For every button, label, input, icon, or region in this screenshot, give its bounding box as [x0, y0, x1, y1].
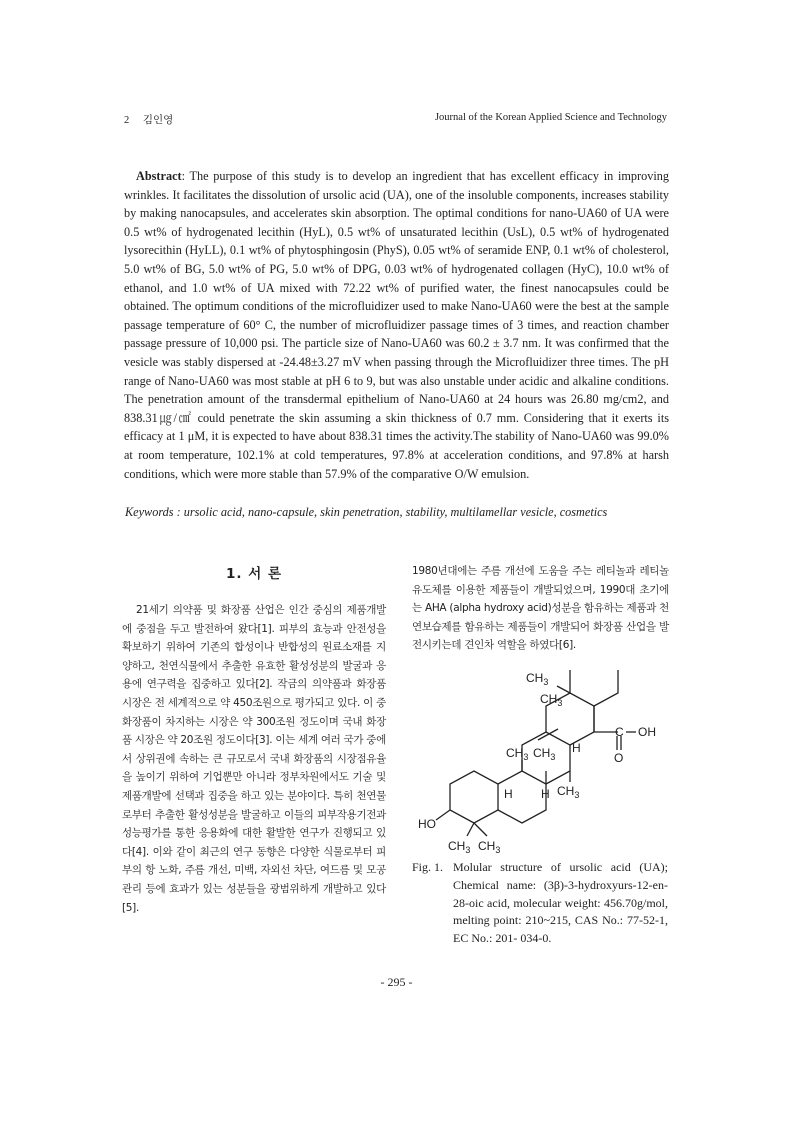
molecular-structure-diagram [412, 670, 669, 870]
cooh-hydroxyl-label: OH [638, 725, 656, 739]
cooh-oxygen-label: O [614, 751, 624, 765]
ch3-label-m2: $CH_3$ [533, 746, 556, 762]
page-number: - 295 - [380, 975, 413, 989]
ch3-label-bottom-right: $CH_3$ [478, 839, 501, 855]
figure-caption-text: Molular structure of ursolic acid (UA); Chemical name: (3β)-3-hydroxyurs-12-en-28-oic acid, molecular weight: 456.70g/mol, melting point: 210~215, CAS No.: 77-52-1, EC No.: 201- 034-0. [453, 860, 668, 946]
right-column [412, 562, 669, 655]
left-column [122, 562, 386, 917]
cooh-carbon-label: C [615, 725, 624, 739]
h-label-3: H [541, 787, 550, 801]
ch3-label-m1: $CH_3$ [506, 746, 529, 762]
running-header [124, 112, 667, 128]
keywords: Keywords : ursolic acid, nano-capsule, skin penetration, stability, multilamellar vesicle, cosmetics [125, 505, 608, 519]
figure-caption-label: Fig. 1. [412, 860, 444, 874]
ch3-label-upper: $CH_3$ [540, 692, 563, 708]
header-author: 김인영 [142, 115, 174, 126]
abstract [124, 167, 669, 483]
h-label-2: H [504, 787, 513, 801]
header-page-number: 2 [124, 115, 130, 126]
ch3-label-top: $CH_3$ [526, 671, 549, 687]
abstract-text: : The purpose of this study is to develop an ingredient that has excellent efficacy in improving wrinkles. It facilitates the dissolution of ursolic acid (UA), one of the insoluble components, increases stability by making nanocapsules, and accelerates skin absorption. The optimal conditions for nano-UA60 of UA were 0.5 wt% of hydrogenated lecithin (HyL), 0.5 wt% of unsaturated lecithin (UsL), 0.5 wt% of hydrogenated lysorecithin (HyLL), 0.1 wt% of phytosphingosin (PhyS), 0.05 wt% of seramide ENP, 0.1 wt% of cholesterol, 5.0 wt% of BG, 5.0 wt% of PG, 5.0 wt% of DPG, 0.03 wt% of hydrogenated collagen (HyC), 10.0 wt% of ethanol, and 1.0 wt% of UA mixed with 72.22 wt% of purified water, the finest nanocapsules could be obtained. The optimum conditions of the microfluidizer used to make Nano-UA60 were the best at the sample passage temperature of 60° C, the number of microfluidizer passage times of 3 times, and reaction chamber passage pressure of 10,000 psi. The particle size of Nano-UA60 was 60.2 ± 3.7 nm. It was confirmed that the vesicle was stably dispersed at -24.48±3.27 mV when passing through the Microfluidizer three times. The pH range of Nano-UA60 was most stable at pH 6 to 9, but was also unstable under acidic and alkaline conditions. The penetration amount of the transdermal epithelium of Nano-UA60 at 24 hours was 26.80 mg/cm2, and 838.31㎍/㎠ could penetrate the skin assuming a skin thickness of 0.7 mm. Considering that it exerts its efficacy at 1 μM, it is expected to have about 838.31 times the activity.The stability of Nano-UA60 was 99.0% at room temperature, 102.1% at cold temperatures, 97.8% at acceleration conditions, and 97.8% at harsh conditions, which were more stable than 57.9% of the comparative O/W emulsion. [124, 169, 669, 481]
ch3-label-m3: $CH_3$ [557, 784, 580, 800]
section-title: 1. 서 론 [225, 566, 282, 582]
abstract-label: Abstract [136, 169, 182, 183]
ursolic-acid-structure-figure [412, 670, 669, 870]
ho-label: HO [418, 817, 436, 831]
introduction-paragraph-1: 21세기 의약품 및 화장품 산업은 인간 중심의 제품개발에 중점을 두고 발전하여 왔다[1]. 피부의 효능과 안전성을 확보하기 위하여 기존의 합성이나 반합성의 원료소재를 지양하고, 천연식물에서 추출한 유효한 활성성분의 발굴과 응용에 연구력을 집중하고 있다[2]. 작금의 의약품과 화장품 시장은 전 세계적으로 약 450조원으로 평가되고 있다. 이 중 화장품이 차지하는 시장은 약 300조원 정도이며 국내 화장품 시장은 약 20조원 정도이다[3]. 이는 세계 여러 국가 중에서 상위권에 속하는 큰 규모로서 국내 화장품의 시장점유율을 높이기 위하여 기업뿐만 아니라 정부차원에서도 기술 및 제품개발에 선택과 집중을 하고 있는 분야이다. 특히 천연물로부터 추출한 활성성분을 발굴하고 이들의 피부작용기전과 성능평가를 통한 응용화에 대한 활발한 연구가 진행되고 있다[4]. 이와 같이 최근의 연구 동향은 다양한 식물로부터 피부의 항 노화, 주름 개선, 미백, 자외선 차단, 여드름 및 모공 관리 등에 효과가 있는 성분들을 광범위하게 개발하고 있다[5]. [122, 604, 386, 914]
figure-caption [412, 859, 668, 948]
h-label-1: H [572, 741, 581, 755]
header-journal: Journal of the Korean Applied Science and Technology [434, 112, 667, 123]
introduction-paragraph-2: 1980년대에는 주름 개선에 도움을 주는 레티놀과 레티놀 유도체를 이용한 제품들이 개발되었으며, 1990대 초기에는 AHA (alpha hydroxy acid)성분을 함유하는 제품과 천연보습제를 함유하는 제품들이 개발되어 화장품 산업을 발전시키는데 견인차 역할을 하였다[6]. [412, 565, 669, 652]
ch3-label-bottom-left: $CH_3$ [448, 839, 471, 855]
